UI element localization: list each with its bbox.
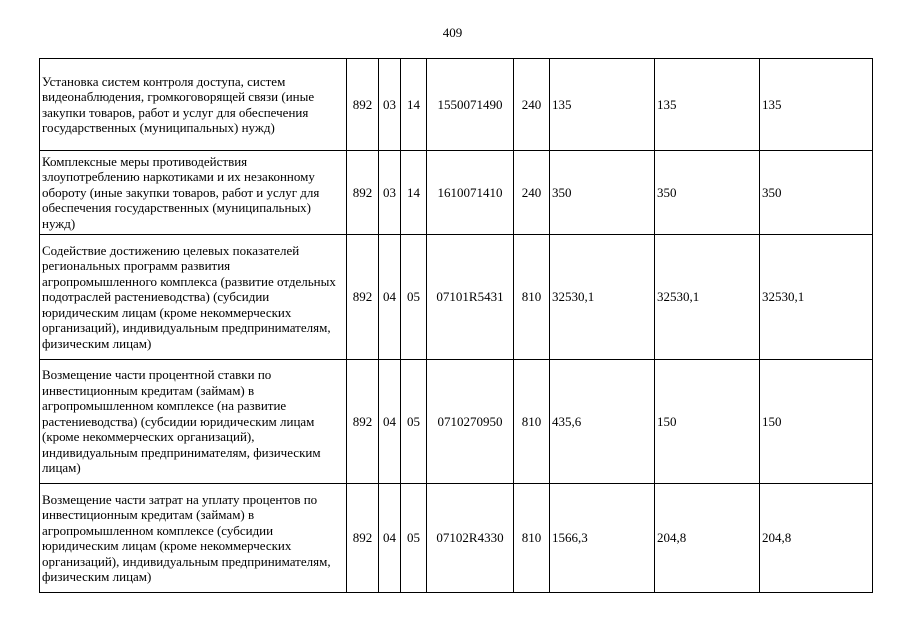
table-row	[40, 484, 873, 593]
amount-year-2: 32530,1	[655, 235, 760, 360]
amount-year-3: 32530,1	[760, 235, 873, 360]
amount-year-3: 350	[760, 151, 873, 235]
table-row	[40, 59, 873, 151]
amount-year-2: 350	[655, 151, 760, 235]
section-code: 03	[379, 59, 401, 151]
target-article-code: 1550071490	[427, 59, 514, 151]
target-article-code: 07101R5431	[427, 235, 514, 360]
expense-type-code: 810	[514, 360, 550, 484]
table-row	[40, 151, 873, 235]
ministry-code: 892	[347, 151, 379, 235]
table-row	[40, 235, 873, 360]
subsection-code: 14	[401, 59, 427, 151]
section-code: 04	[379, 484, 401, 593]
amount-year-1: 1566,3	[550, 484, 655, 593]
ministry-code: 892	[347, 360, 379, 484]
ministry-code: 892	[347, 235, 379, 360]
row-description: Содействие достижению целевых показателей региональных программ развития агропромышленного комплекса (развитие отдельных подотраслей растениеводства) (субсидии юридическим лицам (кроме некоммерческих организаций), индивидуальным предпринимателям, физическим лицам)	[40, 235, 347, 360]
expense-type-code: 240	[514, 151, 550, 235]
expense-type-code: 810	[514, 484, 550, 593]
target-article-code: 07102R4330	[427, 484, 514, 593]
amount-year-1: 135	[550, 59, 655, 151]
amount-year-3: 150	[760, 360, 873, 484]
subsection-code: 05	[401, 484, 427, 593]
amount-year-2: 135	[655, 59, 760, 151]
subsection-code: 05	[401, 235, 427, 360]
ministry-code: 892	[347, 484, 379, 593]
ministry-code: 892	[347, 59, 379, 151]
page-number: 409	[442, 25, 463, 40]
row-description: Установка систем контроля доступа, систем видеонаблюдения, громкоговорящей связи (иные закупки товаров, работ и услуг для обеспечения государственных (муниципальных) нужд)	[40, 59, 347, 151]
section-code: 04	[379, 235, 401, 360]
section-code: 03	[379, 151, 401, 235]
subsection-code: 05	[401, 360, 427, 484]
target-article-code: 1610071410	[427, 151, 514, 235]
amount-year-3: 204,8	[760, 484, 873, 593]
amount-year-2: 150	[655, 360, 760, 484]
subsection-code: 14	[401, 151, 427, 235]
amount-year-1: 32530,1	[550, 235, 655, 360]
amount-year-1: 435,6	[550, 360, 655, 484]
section-code: 04	[379, 360, 401, 484]
expense-type-code: 810	[514, 235, 550, 360]
row-description: Возмещение части затрат на уплату процентов по инвестиционным кредитам (займам) в агропромышленном комплексе (субсидии юридическим лицам (кроме некоммерческих организаций), индивидуальным предпринимателям, физическим лицам)	[40, 484, 347, 593]
target-article-code: 0710270950	[427, 360, 514, 484]
amount-year-1: 350	[550, 151, 655, 235]
amount-year-2: 204,8	[655, 484, 760, 593]
expense-type-code: 240	[514, 59, 550, 151]
row-description: Возмещение части процентной ставки по инвестиционным кредитам (займам) в агропромышленном комплексе (на развитие растениеводства) (субсидии юридическим лицам (кроме некоммерческих организаций), индивидуальным предпринимателям, физическим лицам)	[40, 360, 347, 484]
table-row	[40, 360, 873, 484]
amount-year-3: 135	[760, 59, 873, 151]
row-description: Комплексные меры противодействия злоупотреблению наркотиками и их незаконному обороту (иные закупки товаров, работ и услуг для обеспечения государственных (муниципальных) нужд)	[40, 151, 347, 235]
budget-table	[39, 58, 873, 593]
